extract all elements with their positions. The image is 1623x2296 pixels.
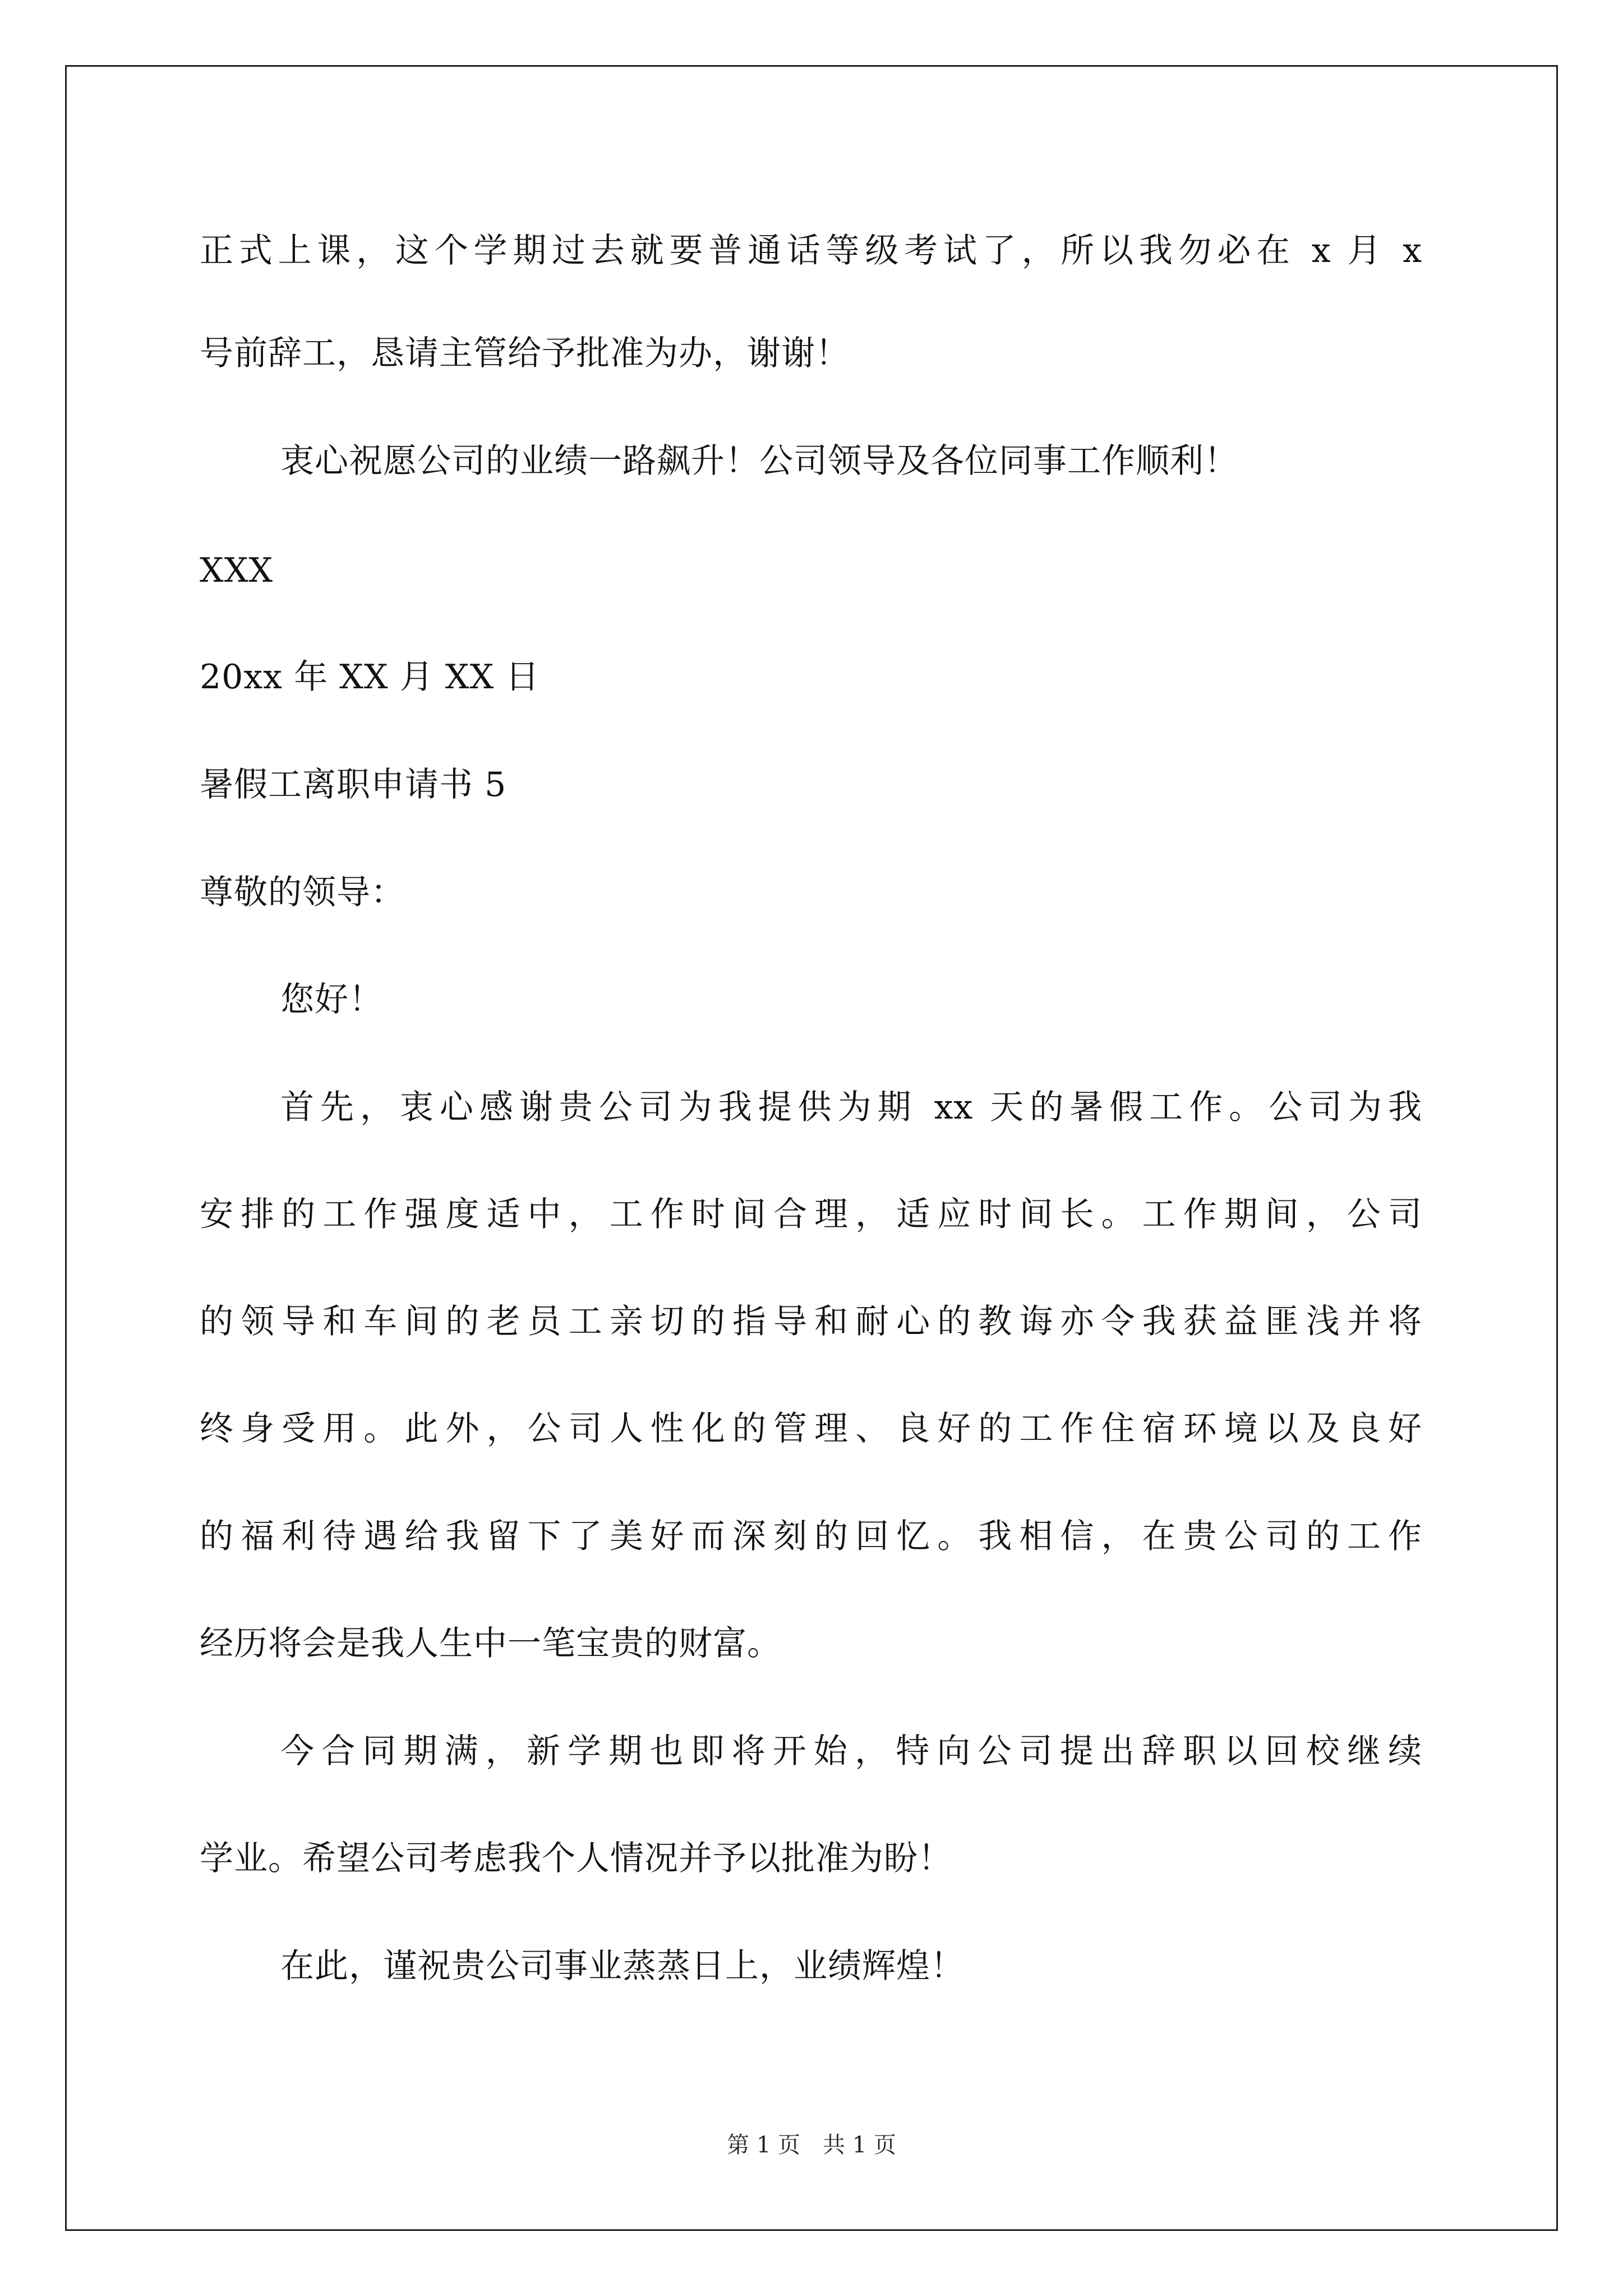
text-line: 安排的工作强度适中，工作时间合理，适应时间长。工作期间，公司	[200, 1195, 1422, 1234]
text-line: 首先，衷心感谢贵公司为我提供为期 xx 天的暑假工作。公司为我	[280, 1088, 1422, 1127]
text-line: 的领导和车间的老员工亲切的指导和耐心的教诲亦令我获益匪浅并将	[200, 1302, 1422, 1341]
salutation: 尊敬的领导：	[200, 873, 405, 912]
text-line: 今合同期满，新学期也即将开始，特向公司提出辞职以回校继续	[280, 1732, 1422, 1771]
page-border	[65, 65, 1558, 2231]
closing-line: 在此，谨祝贵公司事业蒸蒸日上，业绩辉煌！	[280, 1947, 965, 1986]
signature-name: XXX	[200, 551, 274, 590]
text-line: 学业。希望公司考虑我个人情况并予以批准为盼！	[200, 1839, 952, 1878]
page-number: 第 1 页 共 1 页	[727, 2132, 896, 2158]
text-line: 的福利待遇给我留下了美好而深刻的回忆。我相信，在贵公司的工作	[200, 1517, 1422, 1556]
signature-date: 20xx 年 XX 月 XX 日	[200, 657, 540, 697]
text-line: 经历将会是我人生中一笔宝贵的财富。	[200, 1624, 781, 1663]
text-line: 衷心祝愿公司的业绩一路飙升！公司领导及各位同事工作顺利！	[280, 441, 1238, 481]
text-line: 终身受用。此外，公司人性化的管理、良好的工作住宿环境以及良好	[200, 1409, 1422, 1448]
text-line: 正式上课，这个学期过去就要普通话等级考试了，所以我勿必在 x 月 x	[200, 231, 1422, 270]
greeting: 您好！	[280, 980, 383, 1019]
text-line: 号前辞工，恳请主管给予批准为办，谢谢！	[200, 334, 850, 373]
section-title: 暑假工离职申请书 5	[200, 765, 507, 804]
